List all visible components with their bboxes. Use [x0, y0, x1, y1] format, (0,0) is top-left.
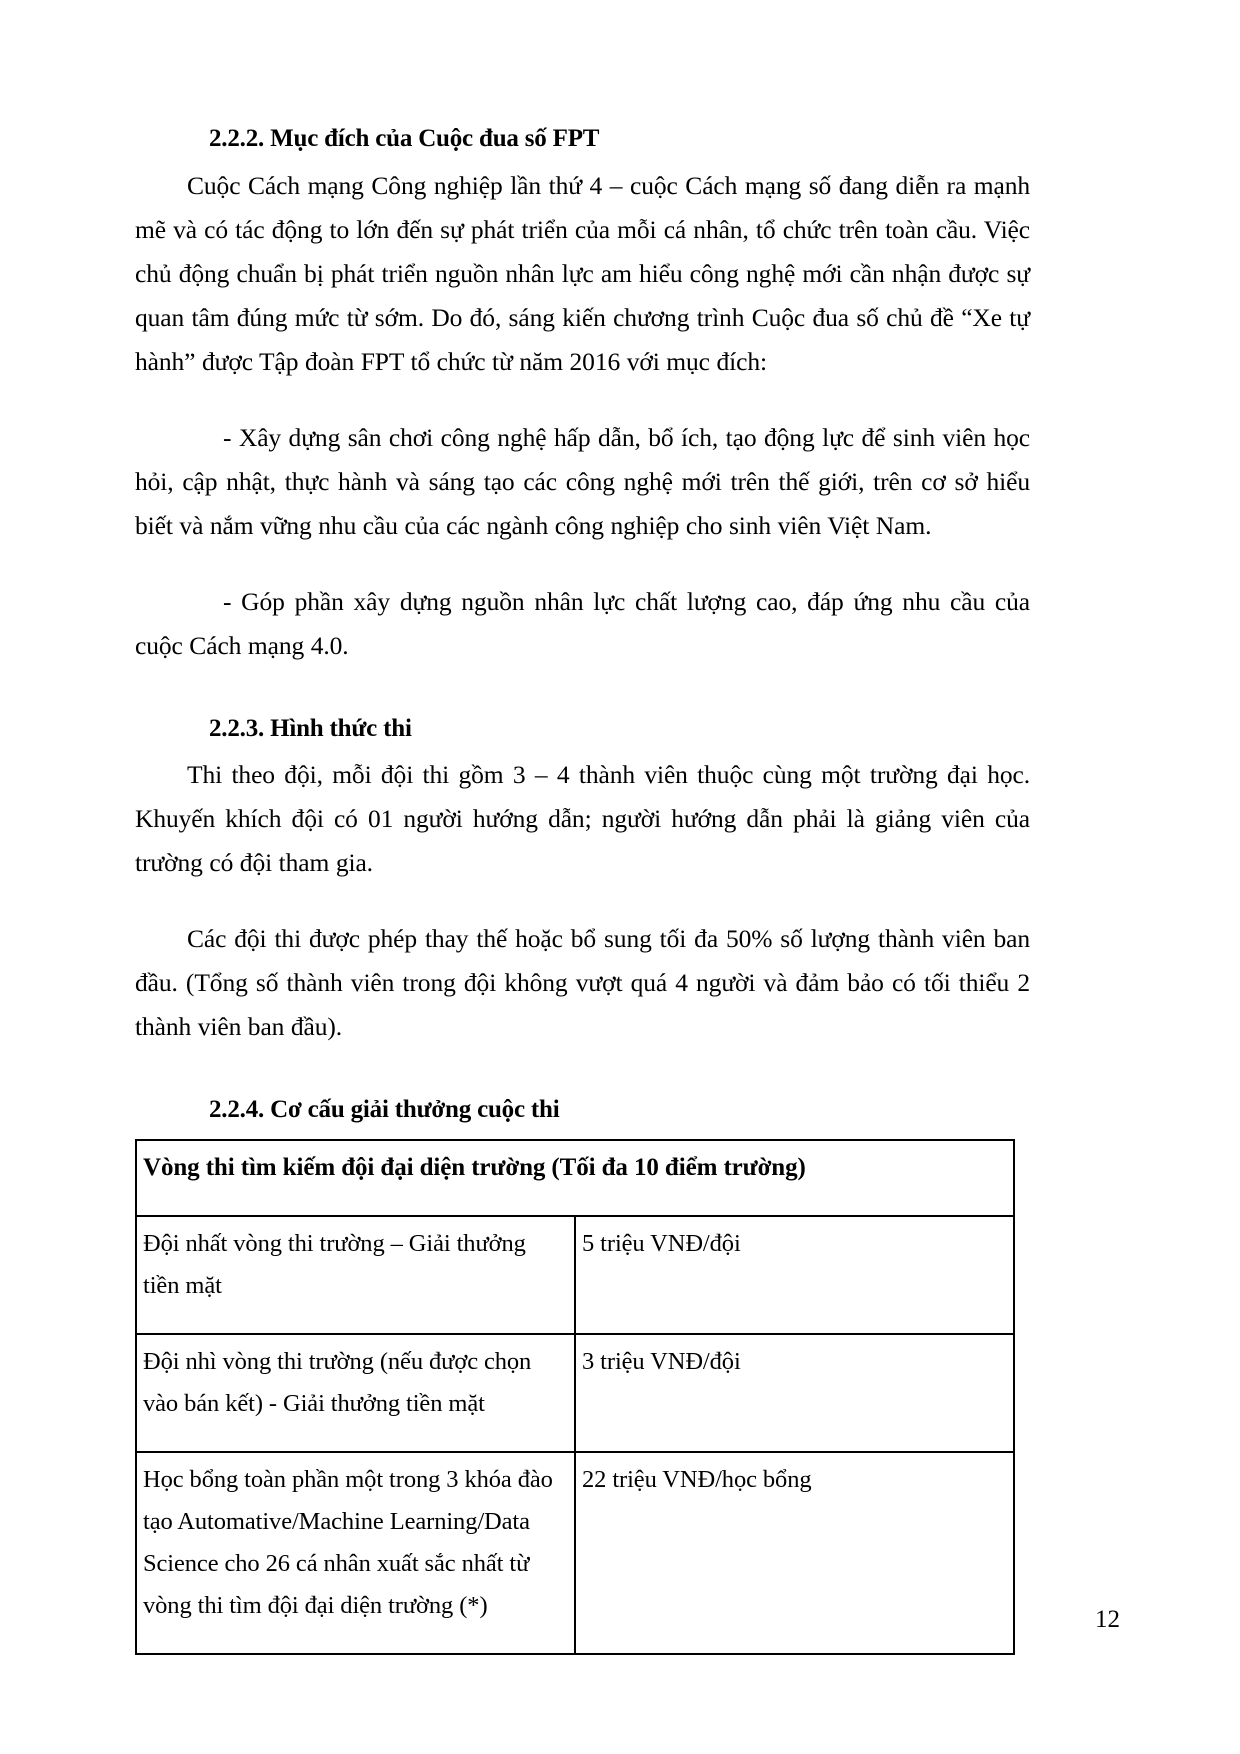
prize-structure-table — [135, 1139, 1015, 1655]
table-cell-description: Đội nhất vòng thi trường – Giải thưởng tiền mặt — [136, 1216, 575, 1334]
table-cell-value: 22 triệu VNĐ/học bổng — [575, 1452, 1014, 1654]
table-row-header — [136, 1140, 1014, 1216]
table-cell-value: 3 triệu VNĐ/đội — [575, 1334, 1014, 1452]
table-row — [136, 1452, 1014, 1654]
spacer — [135, 885, 1030, 917]
page-content — [135, 120, 1030, 1655]
section-heading-2-2-3: 2.2.3. Hình thức thi — [209, 714, 412, 742]
table-row — [136, 1334, 1014, 1452]
table-header-cell: Vòng thi tìm kiếm đội đại diện trường (Tối đa 10 điểm trường) — [136, 1140, 1014, 1216]
paragraph-format-1: Thi theo đội, mỗi đội thi gồm 3 – 4 thành viên thuộc cùng một trường đại học. Khuyến khích đội có 01 người hướng dẫn; người hướng dẫn phải là giảng viên của trường có đội tham gia. — [135, 760, 1030, 877]
page-number: 12 — [1095, 1606, 1120, 1633]
table-cell-description: Học bổng toàn phần một trong 3 khóa đào tạo Automative/Machine Learning/Data Science cho 26 cá nhân xuất sắc nhất từ vòng thi tìm đội đại diện trường (*) — [136, 1452, 575, 1654]
table-row — [136, 1216, 1014, 1334]
table-cell-description: Đội nhì vòng thi trường (nếu được chọn vào bán kết) - Giải thưởng tiền mặt — [136, 1334, 575, 1452]
paragraph-purpose-intro: Cuộc Cách mạng Công nghiệp lần thứ 4 – cuộc Cách mạng số đang diễn ra mạnh mẽ và có tác động to lớn đến sự phát triển của mỗi cá nhân, tổ chức trên toàn cầu. Việc chủ động chuẩn bị phát triển nguồn nhân lực am hiểu công nghệ mới cần nhận được sự quan tâm đúng mức từ sớm. Do đó, sáng kiến chương trình Cuộc đua số chủ đề “Xe tự hành” được Tập đoàn FPT tổ chức từ năm 2016 với mục đích: — [135, 170, 1030, 376]
spacer — [135, 1049, 1030, 1091]
paragraph-purpose-bullet-1: - Xây dựng sân chơi công nghệ hấp dẫn, bổ ích, tạo động lực để sinh viên học hỏi, cập nhật, thực hành và sáng tạo các công nghệ mới trên thế giới, trên cơ sở hiểu biết và nắm vững nhu cầu của các ngành công nghiệp cho sinh viên Việt Nam. — [135, 422, 1030, 540]
section-heading-2-2-2: 2.2.2. Mục đích của Cuộc đua số FPT — [209, 125, 600, 152]
paragraph-format-2: Các đội thi được phép thay thế hoặc bổ sung tối đa 50% số lượng thành viên ban đầu. (Tổng số thành viên trong đội không vượt quá 4 người và đảm bảo có tối thiểu 2 thành viên ban đầu). — [135, 924, 1030, 1041]
spacer — [135, 548, 1030, 580]
spacer — [135, 384, 1030, 416]
section-heading-2-2-4: 2.2.4. Cơ cấu giải thưởng cuộc thi — [209, 1096, 560, 1123]
paragraph-purpose-bullet-2: - Góp phần xây dựng nguồn nhân lực chất lượng cao, đáp ứng nhu cầu của cuộc Cách mạng 4.0. — [135, 586, 1030, 660]
table-cell-value: 5 triệu VNĐ/đội — [575, 1216, 1014, 1334]
spacer — [135, 668, 1030, 710]
